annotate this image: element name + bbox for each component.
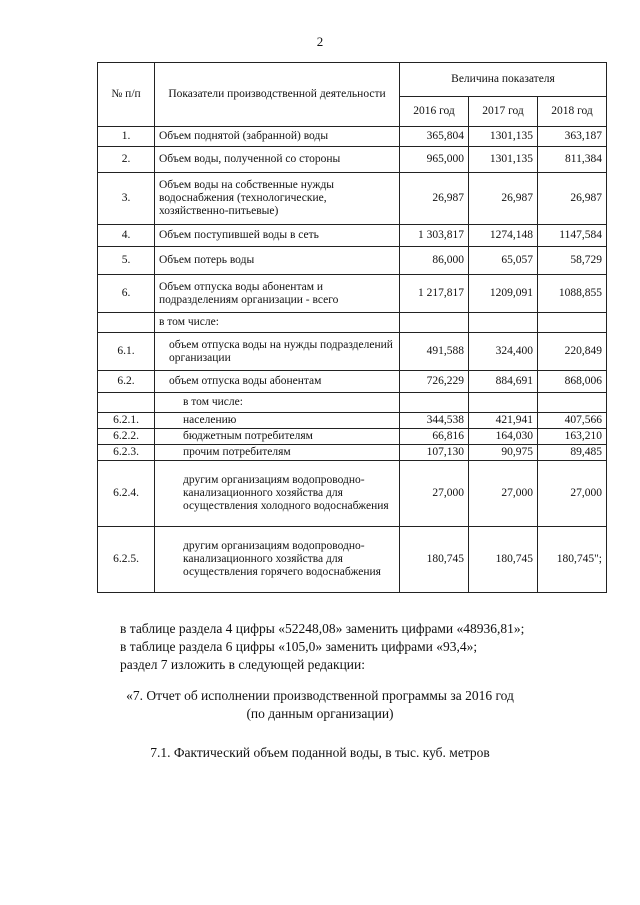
row-value-2017: 1274,148 (469, 225, 538, 247)
row-value-2016: 1 303,817 (400, 225, 469, 247)
row-num: 6.2.5. (98, 527, 155, 593)
row-name: объем отпуска воды абонентам (155, 371, 400, 393)
row-value-2018: 58,729 (538, 247, 607, 275)
row-name: Объем отпуска воды абонентам и подразделениям организации - всего (155, 275, 400, 313)
row-value-2016 (400, 313, 469, 333)
table-row (98, 461, 607, 527)
row-value-2016: 491,588 (400, 333, 469, 371)
row-name: Объем воды, полученной со стороны (155, 147, 400, 173)
row-name: объем отпуска воды на нужды подразделений организации (155, 333, 400, 371)
header-year-2018: 2018 год (538, 97, 607, 127)
row-value-2017: 421,941 (469, 413, 538, 429)
row-value-2018: 407,566 (538, 413, 607, 429)
row-num: 6.2. (98, 371, 155, 393)
row-value-2016: 86,000 (400, 247, 469, 275)
row-value-2018: 1088,855 (538, 275, 607, 313)
row-value-2016: 365,804 (400, 127, 469, 147)
row-value-2016: 107,130 (400, 445, 469, 461)
row-value-2017: 884,691 (469, 371, 538, 393)
table-row (98, 445, 607, 461)
row-value-2016: 66,816 (400, 429, 469, 445)
row-name: в том числе: (155, 393, 400, 413)
header-value: Величина показателя (400, 63, 607, 97)
row-value-2018: 868,006 (538, 371, 607, 393)
row-value-2018: 180,745"; (538, 527, 607, 593)
row-value-2017: 1301,135 (469, 147, 538, 173)
row-name: Объем поднятой (забранной) воды (155, 127, 400, 147)
header-indicators: Показатели производственной деятельности (155, 63, 400, 127)
row-name: населению (155, 413, 400, 429)
row-name: прочим потребителям (155, 445, 400, 461)
subsection-7-1-heading: 7.1. Фактический объем поданной воды, в тыс. куб. метров (150, 745, 490, 760)
row-value-2018: 27,000 (538, 461, 607, 527)
row-value-2017 (469, 313, 538, 333)
row-value-2016: 27,000 (400, 461, 469, 527)
row-value-2018: 220,849 (538, 333, 607, 371)
section-7-heading: «7. Отчет об исполнении производственной программы за 2016 год (126, 688, 514, 703)
row-num: 4. (98, 225, 155, 247)
row-value-2017: 27,000 (469, 461, 538, 527)
production-indicators-table (97, 62, 607, 593)
table-row (98, 333, 607, 371)
row-value-2016: 180,745 (400, 527, 469, 593)
row-name: другим организациям водопроводно-канализационного хозяйства для осуществления горячего водоснабжения (155, 527, 400, 593)
row-value-2016 (400, 393, 469, 413)
table-row (98, 429, 607, 445)
row-value-2016: 965,000 (400, 147, 469, 173)
table-row (98, 413, 607, 429)
row-name: Объем поступившей воды в сеть (155, 225, 400, 247)
row-value-2017: 324,400 (469, 333, 538, 371)
row-value-2018 (538, 313, 607, 333)
row-name: Объем потерь воды (155, 247, 400, 275)
table-row (98, 527, 607, 593)
table-header-row (98, 63, 607, 97)
row-value-2016: 26,987 (400, 173, 469, 225)
table-row (98, 127, 607, 147)
row-value-2017: 1209,091 (469, 275, 538, 313)
row-num: 6.2.1. (98, 413, 155, 429)
table-row (98, 147, 607, 173)
table-row (98, 247, 607, 275)
table-row (98, 313, 607, 333)
amendment-paragraph-section-6: в таблице раздела 6 цифры «105,0» заменить цифрами «93,4»; (120, 639, 478, 654)
row-value-2018: 89,485 (538, 445, 607, 461)
table-row (98, 275, 607, 313)
row-value-2017: 180,745 (469, 527, 538, 593)
row-num: 2. (98, 147, 155, 173)
table-row (98, 225, 607, 247)
row-num (98, 313, 155, 333)
section-7-subheading: (по данным организации) (246, 706, 394, 721)
row-num: 6.2.4. (98, 461, 155, 527)
row-num: 5. (98, 247, 155, 275)
header-year-2016: 2016 год (400, 97, 469, 127)
row-value-2018: 26,987 (538, 173, 607, 225)
row-value-2018: 1147,584 (538, 225, 607, 247)
row-value-2018: 811,384 (538, 147, 607, 173)
row-num: 6.2.3. (98, 445, 155, 461)
row-name: в том числе: (155, 313, 400, 333)
row-name: Объем воды на собственные нужды водоснабжения (технологические, хозяйственно-питьевые) (155, 173, 400, 225)
row-num (98, 393, 155, 413)
row-value-2016: 1 217,817 (400, 275, 469, 313)
page-number: 2 (316, 34, 324, 49)
table-row (98, 393, 607, 413)
row-value-2018 (538, 393, 607, 413)
row-num: 6. (98, 275, 155, 313)
row-value-2017: 1301,135 (469, 127, 538, 147)
row-name: другим организациям водопроводно-канализационного хозяйства для осуществления холодного водоснабжения (155, 461, 400, 527)
row-value-2016: 344,538 (400, 413, 469, 429)
header-year-2017: 2017 год (469, 97, 538, 127)
amendment-paragraph-section-7: раздел 7 изложить в следующей редакции: (120, 657, 366, 672)
row-num: 6.2.2. (98, 429, 155, 445)
row-num: 1. (98, 127, 155, 147)
row-num: 6.1. (98, 333, 155, 371)
row-value-2017: 65,057 (469, 247, 538, 275)
row-value-2018: 363,187 (538, 127, 607, 147)
row-name: бюджетным потребителям (155, 429, 400, 445)
row-value-2017: 90,975 (469, 445, 538, 461)
row-num: 3. (98, 173, 155, 225)
row-value-2017 (469, 393, 538, 413)
table-row (98, 371, 607, 393)
row-value-2017: 164,030 (469, 429, 538, 445)
row-value-2017: 26,987 (469, 173, 538, 225)
table-row (98, 173, 607, 225)
row-value-2018: 163,210 (538, 429, 607, 445)
amendment-paragraph-section-4: в таблице раздела 4 цифры «52248,08» заменить цифрами «48936,81»; (120, 621, 525, 636)
row-value-2016: 726,229 (400, 371, 469, 393)
header-num: № п/п (98, 63, 155, 127)
